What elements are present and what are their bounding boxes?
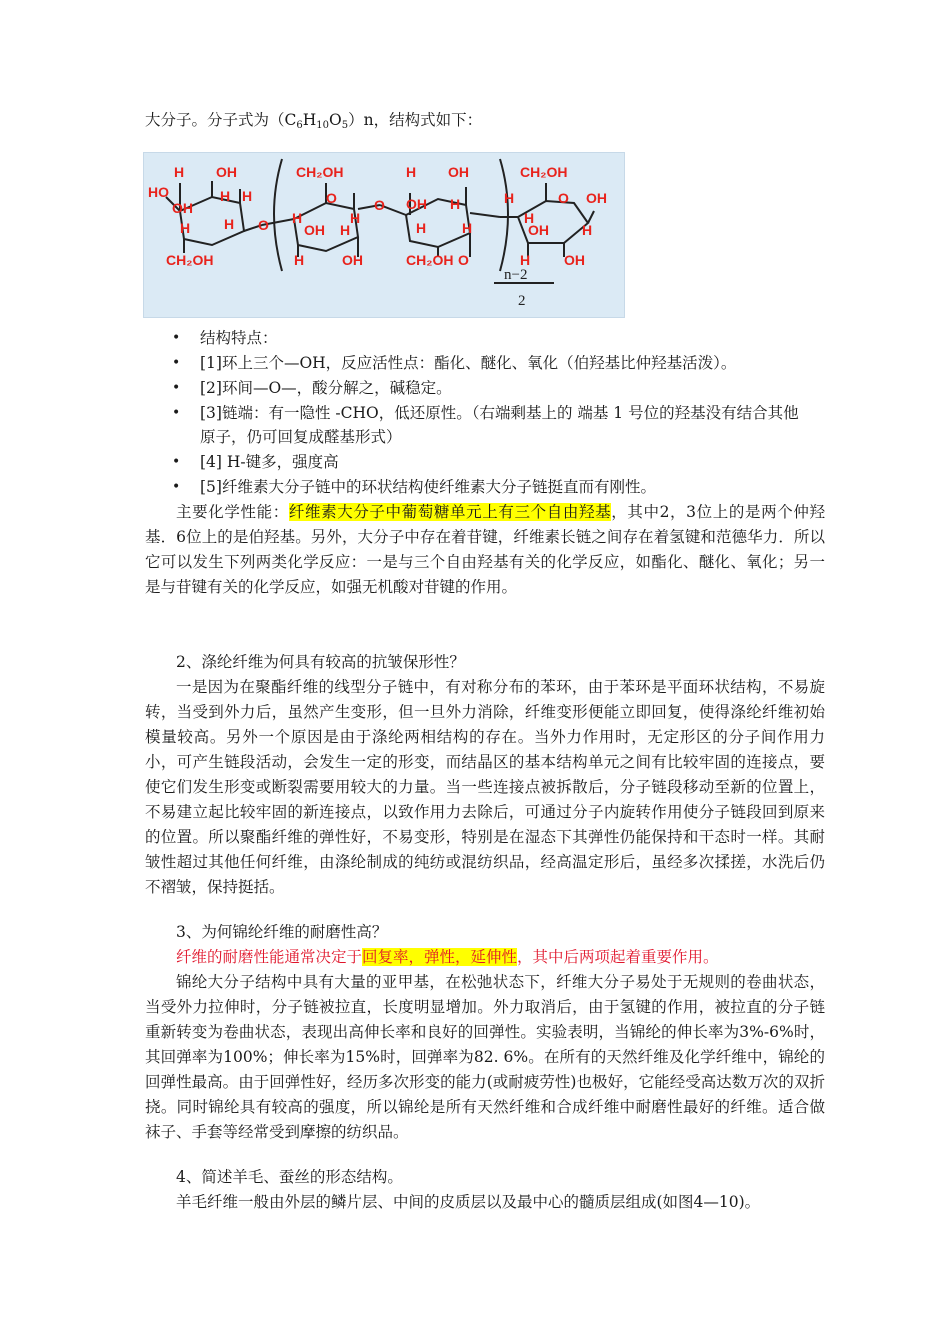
atom-label: CH₂OH (406, 252, 454, 268)
atom-label: CH₂OH (520, 164, 568, 180)
question-2-title: 2、涤纶纤维为何具有较高的抗皱保形性？ (176, 653, 465, 671)
cellulose-structure-diagram (144, 153, 624, 317)
cellulose-structure-figure (143, 152, 625, 318)
atom-label: OH (528, 222, 549, 238)
atom-label: H (174, 164, 185, 180)
list-item: • [4] H-键多，强度高 (172, 453, 339, 471)
atom-label: O (258, 217, 269, 233)
question-4-title: 4、简述羊毛、蚕丝的形态结构。 (176, 1168, 403, 1186)
atom-label: OH (342, 252, 363, 268)
atom-label: OH (172, 200, 193, 216)
list-item: • [2]环间—O—，酸分解之，碱稳定。 (172, 379, 452, 397)
chemical-properties-paragraph: 主要化学性能：纤维素大分子中葡萄糖单元上有三个自由羟基，其中2，3位上的是两个仲羟基．6位上的是伯羟基。另外，大分子中存在着苷键，纤维素长链之间存在着氢键和范德华力．所以它可以发生下列两类化学反应：一是与三个自由羟基有关的化学反应，如酯化、醚化、氧化；另一是与苷键有关的化学反应，如强无机酸对苷键的作用。 (145, 503, 825, 596)
atom-label: H (582, 222, 593, 238)
list-item: • [3]链端：有一隐性 -CHO，低还原性。（右端剩基上的 端基 1 号位的羟基没有结合其他原子，仍可回复成醛基形式） (172, 404, 799, 446)
atom-label: O (558, 190, 569, 206)
atom-label: OH (448, 164, 469, 180)
atom-label: CH₂OH (296, 164, 344, 180)
atom-label: OH (406, 196, 427, 212)
atom-label: H (294, 252, 305, 268)
question-3-key-point: 纤维的耐磨性能通常决定于回复率，弹性，延伸性，其中后两项起着重要作用。 (176, 948, 719, 966)
intro-line: 大分子。分子式为$(C_6H_{10}O_5)n$，结构式如下： (145, 111, 483, 131)
question-3-answer: 锦纶大分子结构中具有大量的亚甲基，在松弛状态下，纤维大分子易处于无规则的卷曲状态，当受外力拉伸时，分子链被拉直，长度明显增加。外力取消后，由于氢键的作用，被拉直的分子链重新转变为卷曲状态，表现出高伸长率和良好的回弹性。实验表明，当锦纶的伸长率为3%-6%时，其回弹率为100%；伸长率为15%时，回弹率为82. 6%。在所有的天然纤维及化学纤维中，锦纶的回弹性最高。由于回弹性好，经历多次形变的能力(或耐疲劳性)也极好，它能经受高达数万次的双折挠。同时锦纶具有较高的强度，所以锦纶是所有天然纤维和合成纤维中耐磨性最好的纤维。适合做袜子、手套等经常受到摩擦的纺织品。 (145, 973, 825, 1141)
atom-label: OH (304, 222, 325, 238)
atom-label: H (450, 196, 461, 212)
question-2-answer: 一是因为在聚酯纤维的线型分子链中，有对称分布的苯环，由于苯环是平面环状结构，不易旋转，当受到外力后，虽然产生变形，但一旦外力消除，纤维变形便能立即回复，使得涤纶纤维初始模量较高。另外一个原因是由于涤纶两相结构的存在。当外力作用时，无定形区的分子间作用力小，可产生链段活动，会发生一定的形变，而结晶区的基本结构单元之间有比较牢固的连接点，要使它们发生形变或断裂需要用较大的力量。当一些连接点被拆散后，分子链段移动至新的位置上，不易建立起比较牢固的新连接点，以致作用力去除后，可通过分子内旋转作用使分子链段回到原来的位置。所以聚酯纤维的弹性好，不易变形，特别是在湿态下其弹性仍能保持和干态时一样。其耐皱性超过其他任何纤维，由涤纶制成的纯纺或混纺织品，经高温定形后，虽经多次揉搓，水洗后仍不褶皱，保持挺括。 (145, 678, 825, 896)
atom-label: OH (564, 252, 585, 268)
highlighted-text: 回复率，弹性，延伸性 (362, 948, 518, 966)
highlighted-text: 纤维素大分子中葡萄糖单元上有三个自由羟基 (288, 503, 612, 521)
structure-features-list (168, 326, 828, 500)
atom-label: H (220, 188, 231, 204)
atom-label: H (224, 216, 235, 232)
atom-label: H (524, 210, 535, 226)
atom-label: H (462, 220, 473, 236)
atom-label: OH (216, 164, 237, 180)
question-3-title: 3、为何锦纶纤维的耐磨性高？ (176, 923, 388, 941)
atom-label: OH (586, 190, 607, 206)
repeat-count-numerator: n−2 (504, 267, 528, 283)
atom-label: H (180, 220, 191, 236)
atom-label: H (504, 190, 515, 206)
list-item: • [1]环上三个—OH，反应活性点：酯化、醚化、氧化（伯羟基比仲羟基活泼）。 (172, 354, 737, 372)
atom-label: HO (148, 184, 169, 200)
repeat-count-denominator: 2 (518, 293, 526, 309)
atom-label: H (520, 252, 531, 268)
atom-label: O (326, 190, 337, 206)
list-item: • [5]纤维素大分子链中的环状结构使纤维素大分子链挺直而有刚性。 (172, 478, 656, 496)
list-item: • 结构特点： (172, 329, 278, 347)
atom-label: O (374, 197, 385, 213)
atom-label: H (416, 220, 427, 236)
question-4-answer: 羊毛纤维一般由外层的鳞片层、中间的皮质层以及最中心的髓质层组成(如图4—10)。 (176, 1193, 761, 1211)
atom-label: H (340, 222, 351, 238)
atom-label: H (406, 164, 417, 180)
atom-label: CH₂OH (166, 252, 214, 268)
atom-label: H (242, 188, 253, 204)
atom-label: O (458, 252, 469, 268)
atom-label: H (292, 210, 303, 226)
atom-label: H (350, 210, 361, 226)
